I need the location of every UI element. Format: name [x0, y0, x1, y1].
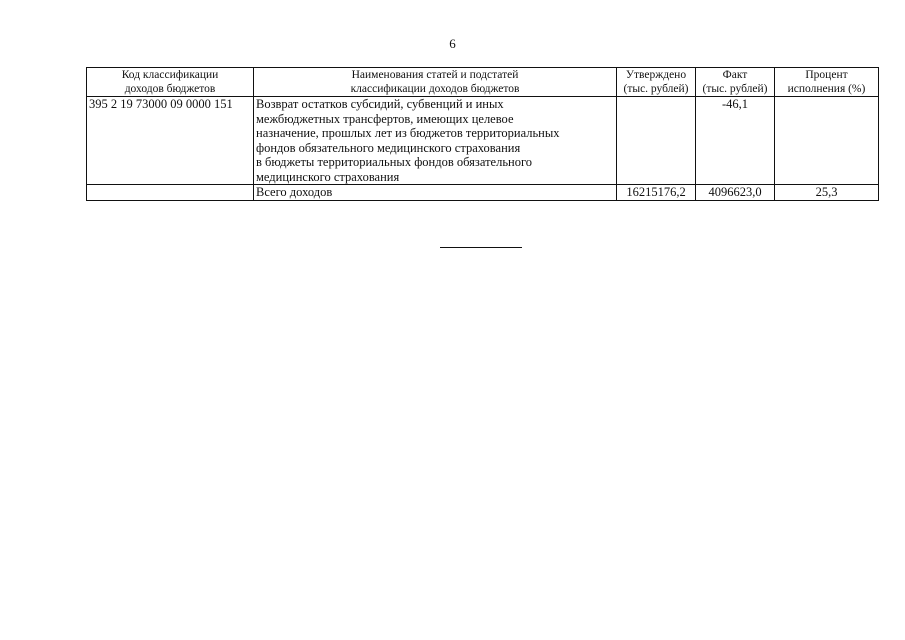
table-row [87, 97, 879, 185]
row-code: 395 2 19 73000 09 0000 151 [87, 97, 254, 185]
page-number: 6 [449, 36, 456, 51]
header-approved [617, 68, 696, 97]
end-of-table-rule [440, 247, 522, 248]
table-header-row [87, 68, 879, 97]
row-approved [617, 97, 696, 185]
row-name-line-6: медицинского страхования [256, 169, 400, 184]
header-percent-line-2: исполнения (%) [787, 83, 866, 95]
total-row [87, 185, 879, 201]
row-percent [775, 97, 879, 185]
income-table [86, 67, 879, 201]
header-code [87, 68, 254, 97]
total-fact: 4096623,0 [696, 185, 775, 201]
header-name [254, 68, 617, 97]
total-percent: 25,3 [775, 185, 879, 201]
header-fact-line-2: (тыс. рублей) [702, 83, 768, 95]
header-fact [696, 68, 775, 97]
header-fact-line-1: Факт [722, 69, 748, 81]
total-name: Всего доходов [254, 185, 617, 201]
header-percent-line-1: Процент [805, 69, 848, 81]
total-code [87, 185, 254, 201]
row-name-line-2: межбюджетных трансфертов, имеющих целевое [256, 111, 514, 126]
header-approved-line-1: Утверждено [625, 69, 687, 81]
total-approved: 16215176,2 [617, 185, 696, 201]
row-name-line-4: фондов обязательного медицинского страхования [256, 140, 521, 155]
header-name-line-2: классификации доходов бюджетов [350, 83, 520, 95]
header-name-line-1: Наименования статей и подстатей [351, 69, 519, 81]
header-percent [775, 68, 879, 97]
header-code-line-1: Код классификации [121, 69, 219, 81]
row-name-line-5: в бюджеты территориальных фондов обязательного [256, 155, 533, 169]
header-code-line-2: доходов бюджетов [124, 83, 216, 95]
row-name-line-1: Возврат остатков субсидий, субвенций и иных [256, 97, 504, 111]
row-fact: -46,1 [696, 97, 775, 185]
row-name [254, 97, 617, 185]
row-name-line-3: назначение, прошлых лет из бюджетов территориальных [256, 126, 560, 140]
header-approved-line-2: (тыс. рублей) [623, 83, 689, 95]
